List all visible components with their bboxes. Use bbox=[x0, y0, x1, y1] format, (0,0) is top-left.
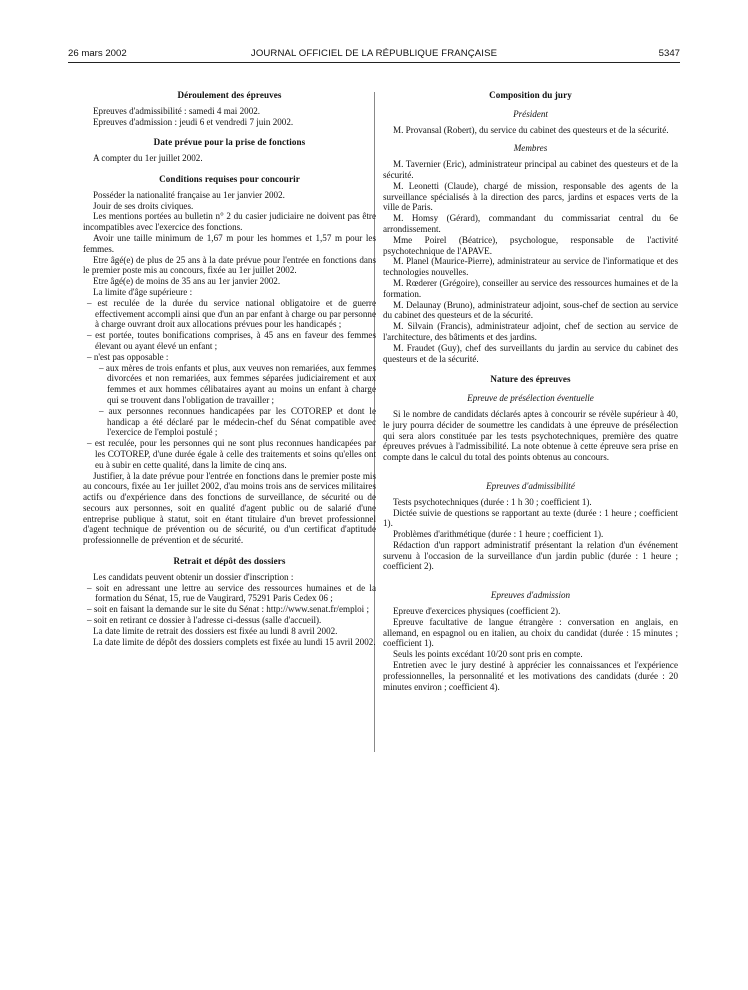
paragraph: Seuls les points excédant 10/20 sont pris en compte. bbox=[393, 649, 583, 660]
paragraph: M. Homsy (Gérard), commandant du commissariat central du 6e arrondissement. bbox=[383, 213, 678, 234]
list-item: – soit en faisant la demande sur le site du Sénat : http://www.senat.fr/emploi ; bbox=[87, 604, 370, 615]
paragraph: Etre âgé(e) de plus de 25 ans à la date prévue pour l'entrée en fonctions dans le premier poste mis au concours, fixée au 1er juillet 2002. bbox=[83, 254, 376, 276]
paragraph: M. Fraudet (Guy), chef des surveillants du jardin au service du cabinet des questeurs et de la sécurité. bbox=[383, 342, 678, 364]
paragraph: Rédaction d'un rapport administratif présentant la relation d'un événement survenu à l'occasion de la surveillance d'un jardin public (durée : 1 heure ; coefficient 2). bbox=[383, 539, 678, 572]
paragraph: M. Provansal (Robert), du service du cabinet des questeurs et de la sécurité. bbox=[393, 124, 669, 135]
paragraph: Si le nombre de candidats déclarés aptes à concourir se révèle supérieur à 40, le jury pourra décider de soumettre les candidats à une épreuve de présélection qui sera alors constituée par les tests psychotechniques, première des quatre épreuves prévues à l'admissibilité. La note obtenue à cette épreuve sera prise en compte dans le calcul du total des points obtenus au concours. bbox=[383, 408, 678, 463]
subsection-title: Membres bbox=[513, 143, 548, 154]
paragraph: M. Rœderer (Grégoire), conseiller au service des ressources humaines et de la formation. bbox=[383, 277, 678, 299]
paragraph: Tests psychotechniques (durée : 1 h 30 ; coefficient 1). bbox=[393, 496, 592, 507]
paragraph: Etre âgé(e) de moins de 35 ans au 1er janvier 2002. bbox=[93, 276, 281, 287]
paragraph: M. Planel (Maurice-Pierre), administrateur au service de l'informatique et des technologies nouvelles. bbox=[383, 256, 678, 278]
header-publication: JOURNAL OFFICIEL DE LA RÉPUBLIQUE FRANÇAISE bbox=[250, 48, 498, 59]
list-item: – soit en adressant une lettre au service des ressources humaines et de la formation du Sénat, 15, rue de Vaugirard, 75291 Paris Cedex 06 ; bbox=[87, 582, 376, 604]
paragraph: Epreuve facultative de langue étrangère : conversation en anglais, en allemand, en espagnol ou en italien, au choix du candidat (durée : 15 minutes ; coefficient 1). bbox=[383, 616, 678, 649]
list-item: – n'est pas opposable : bbox=[87, 351, 169, 362]
paragraph: Avoir une taille minimum de 1,67 m pour les hommes et 1,57 m pour les femmes. bbox=[83, 232, 376, 254]
paragraph: La date limite de retrait des dossiers est fixée au lundi 8 avril 2002. bbox=[93, 625, 338, 636]
section-title: Composition du jury bbox=[489, 90, 572, 100]
header-date: 26 mars 2002 bbox=[68, 48, 127, 59]
paragraph: Justifier, à la date prévue pour l'entrée en fonctions dans le premier poste mis au concours, fixée au 1er juillet 2002, d'au moins trois ans de services militaires actifs ou d'expérience dans des fonctions de surveillance, de sécurité ou de secours aux personnes, soit en qualité d'agent public ou de salarié d'une entreprise publique à statut, soit en étant titulaire d'un brevet professionnel d'agent technique de prévention ou de sécurité, ou d'un certificat d'aptitude professionnelle de prévention et de sécurité. bbox=[83, 470, 376, 546]
paragraph: Les mentions portées au bulletin n° 2 du casier judiciaire ne doivent pas être incompatibles avec l'exercice des fonctions. bbox=[83, 211, 376, 233]
section-title: Retrait et dépôt des dossiers bbox=[173, 556, 286, 567]
section-title: Déroulement des épreuves bbox=[177, 90, 282, 100]
paragraph: Jouir de ses droits civiques. bbox=[93, 200, 194, 211]
spacer bbox=[383, 572, 678, 582]
paragraph: Les candidats peuvent obtenir un dossier d'inscription : bbox=[93, 571, 294, 582]
paragraph: Posséder la nationalité française au 1er janvier 2002. bbox=[93, 189, 285, 200]
subsection-title: Epreuve de présélection éventuelle bbox=[467, 393, 594, 404]
left-column bbox=[83, 90, 376, 647]
page-header bbox=[68, 48, 680, 64]
paragraph: M. Delaunay (Bruno), administrateur adjoint, sous-chef de section au service du cabinet des questeurs et de la sécurité. bbox=[383, 299, 678, 321]
paragraph: A compter du 1er juillet 2002. bbox=[93, 153, 203, 164]
paragraph: M. Silvain (Francis), administrateur adjoint, chef de section au service de l'architecture, des bâtiments et des jardins. bbox=[383, 321, 678, 342]
paragraph: M. Leonetti (Claude), chargé de mission, responsable des agents de la surveillance spécialisés à la direction des parcs, jardins et espaces verts de la ville de Paris. bbox=[383, 180, 678, 213]
paragraph: Mme Poirel (Béatrice), psychologue, responsable de l'activité psychotechnique de l'APAVE. bbox=[383, 234, 678, 256]
list-item: – est reculée, pour les personnes qui ne sont plus reconnues handicapées par les COTOREP, d'une durée égale à celle des traitements et soins qu'elles ont eu à subir en cette qualité, dans la limite de cinq ans. bbox=[87, 438, 376, 470]
section-title: Date prévue pour la prise de fonctions bbox=[153, 137, 306, 148]
sub-list-item: – aux personnes reconnues handicapées par les COTOREP et dont le handicap a été déclaré par le médecin-chef du Sénat compatible avec l'exercice de l'emploi postulé ; bbox=[99, 405, 376, 438]
paragraph: M. Tavernier (Eric), administrateur principal au cabinet des questeurs et de la sécurité. bbox=[383, 159, 678, 180]
right-column bbox=[383, 90, 678, 692]
list-item: – soit en retirant ce dossier à l'adresse ci-dessus (salle d'accueil). bbox=[87, 615, 322, 626]
paragraph: Problèmes d'arithmétique (durée : 1 heure ; coefficient 1). bbox=[393, 529, 604, 540]
paragraph: Entretien avec le jury destiné à apprécier les connaissances et l'expérience professionnelles, la personnalité et les motivations des candidats (durée : 20 minutes environ ; coefficient 4). bbox=[383, 660, 678, 692]
paragraph: Epreuves d'admissibilité : samedi 4 mai 2002. bbox=[93, 105, 261, 116]
list-item: – est reculée de la durée du service national obligatoire et de guerre effectivement accompli ainsi que d'un an par enfant à charge ou par personne à charge ouvrant droit aux allocations prévues pour les handicapés ; bbox=[87, 297, 376, 330]
list-item: – est portée, toutes bonifications comprises, à 45 ans en faveur des femmes élevant ou ayant élevé un enfant ; bbox=[87, 330, 376, 351]
paragraph: La date limite de dépôt des dossiers complets est fixée au lundi 15 avril 2002. bbox=[93, 636, 376, 647]
header-rule bbox=[68, 62, 680, 63]
subsection-title: Président bbox=[513, 108, 548, 119]
paragraph: Epreuve d'exercices physiques (coefficient 2). bbox=[393, 606, 561, 617]
sub-list-item: – aux mères de trois enfants et plus, aux veuves non remariées, aux femmes divorcées et non remariées, aux femmes séparées judiciairement et aux femmes et aux hommes célibataires ayant au moins un enfant à charge qui se trouvent dans l'obligation de travailler ; bbox=[99, 362, 376, 405]
spacer bbox=[383, 463, 678, 473]
paragraph: La limite d'âge supérieure : bbox=[93, 286, 193, 297]
section-title: Nature des épreuves bbox=[490, 374, 571, 385]
subsection-title: Epreuves d'admission bbox=[490, 590, 571, 601]
section-title: Conditions requises pour concourir bbox=[159, 173, 300, 184]
paragraph: Dictée suivie de questions se rapportant au texte (durée : 1 heure ; coefficient 1). bbox=[383, 507, 678, 529]
subsection-title: Epreuves d'admissibilité bbox=[486, 480, 575, 491]
header-page-number: 5347 bbox=[658, 48, 680, 59]
paragraph: Epreuves d'admission : jeudi 6 et vendredi 7 juin 2002. bbox=[93, 116, 294, 127]
